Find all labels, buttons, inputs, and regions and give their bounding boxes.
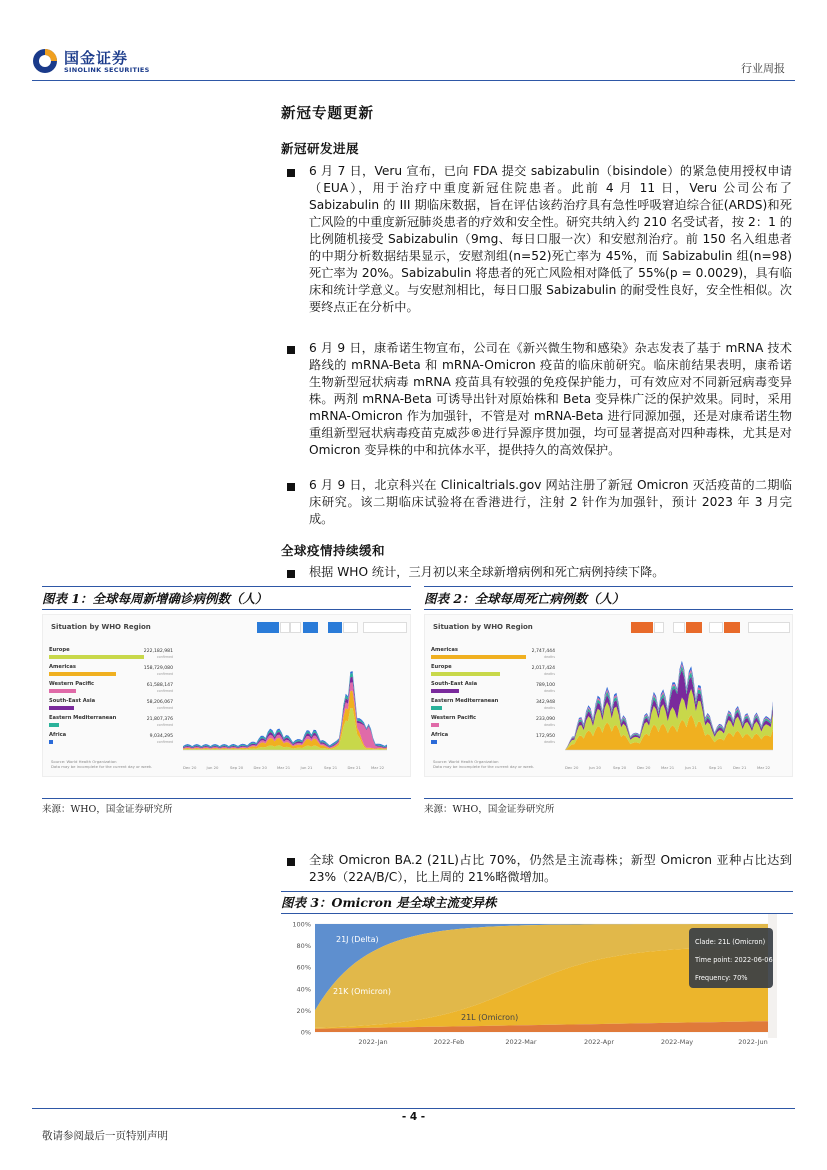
region-value-unit: deaths <box>544 740 555 744</box>
chart-type-toggle[interactable] <box>654 622 664 633</box>
region-name: Western Pacific <box>49 681 95 687</box>
page-number: - 4 - <box>401 1111 426 1123</box>
cases-toggle[interactable] <box>709 622 723 633</box>
paragraph-sinovac: 6 月 9 日，北京科兴在 Clinicaltrials.gov 网站注册了新冠 Omicron 灭活疫苗的二期临床研究。该二期临床试验将在香港进行，注射 2 针作为加强针，预计 2023 年 3 月完成。 <box>309 478 792 526</box>
who-cases-chart <box>42 614 411 777</box>
cases-toggle[interactable] <box>328 622 342 633</box>
region-name: Americas <box>49 664 76 670</box>
chart-type-toggle[interactable] <box>280 622 290 633</box>
fig3-top-rule <box>281 891 793 892</box>
region-value: 158,729,080 <box>143 666 173 671</box>
footer-divider <box>32 1108 795 1109</box>
region-value-unit: confirmed <box>156 672 173 676</box>
section-title: 新冠专题更新 <box>281 105 374 122</box>
source-rule <box>42 798 411 799</box>
x-tick-label: Jun 21 <box>300 765 313 770</box>
x-tick-label: Dec 21 <box>733 765 747 770</box>
figure-2-source: 来源：WHO，国金证券研究所 <box>424 804 555 815</box>
y-tick-label: 100% <box>292 920 311 929</box>
region-bar <box>49 655 144 659</box>
region-name: Europe <box>49 647 70 653</box>
weekly-toggle[interactable] <box>686 622 702 633</box>
x-tick-label: Jun 21 <box>685 765 697 770</box>
x-tick-label: Dec 20 <box>637 765 651 770</box>
region-value-unit: deaths <box>544 723 555 727</box>
weekly-toggle[interactable] <box>303 622 318 633</box>
x-tick-label: Dec 20 <box>565 765 579 770</box>
bullet-icon <box>287 858 295 866</box>
cases-stacked-area <box>183 645 401 760</box>
region-value-unit: confirmed <box>156 723 173 727</box>
region-bar <box>431 723 439 727</box>
region-name: Eastern Mediterranean <box>431 698 499 704</box>
sinolink-logo-icon <box>32 48 58 74</box>
x-tick-label: Dec 20 <box>183 765 197 770</box>
region-value-unit: confirmed <box>156 689 173 693</box>
region-bar <box>49 689 76 693</box>
region-value: 9,034,295 <box>149 734 173 739</box>
region-value-unit: deaths <box>544 706 555 710</box>
region-name: Africa <box>49 732 67 738</box>
fig1-top-rule <box>42 586 411 587</box>
paragraph-veru: 6 月 7 日，Veru 宣布，已向 FDA 提交 sabizabulin（bisindole）的紧急使用授权申请（EUA），用于治疗中重度新冠住院患者。此前 4 月 11 日，Veru 公司公布了 Sabizabulin 的 III 期临床数据，旨在评估该药治疗具有急性呼吸窘迫综合征(ARDS)和死亡风险的中重度新冠肺炎患者的疗效和安全性。研究共纳入约 210 名受试者，按 2：1 的比例随机接受 Sabizabulin（9mg、每日口服一次）和安慰剂治疗。前 150 名入组患者的中期分析数据结果显示，安慰剂组(n=52)死亡率为 45%，而 Sabizabulin 组(n=98)死亡率为 20%。Sabizabulin 将患者的死亡风险相对降低了 55%(p = 0.0029)，具有临床和统计学意义。与安慰剂相比，每日口服 Sabizabulin 的耐受性良好，安全性相似。次要终点正在分析中。 <box>309 164 792 314</box>
region-value: 2,747,444 <box>531 649 555 654</box>
region-name: Western Pacific <box>431 715 477 721</box>
x-tick-label: Jun 20 <box>589 765 601 770</box>
paragraph-who: 根据 WHO 统计，三月初以来全球新增病例和死亡病例持续下降。 <box>309 565 665 579</box>
region-bar <box>431 672 500 676</box>
region-value-unit: confirmed <box>156 740 173 744</box>
paragraph-omicron: 全球 Omicron BA.2 (21L)占比 70%，仍然是主流毒株；新型 Omicron 亚种占比达到 23%（22A/B/C），比上周的 21%略微增加。 <box>309 853 792 884</box>
subsection-title-epidemic: 全球疫情持续缓和 <box>281 543 386 558</box>
tooltip <box>689 928 773 988</box>
x-tick-label: 2022-May <box>660 1038 694 1046</box>
region-name: South-East Asia <box>431 681 478 687</box>
paragraph-cansino: 6 月 9 日，康希诺生物宣布，公司在《新兴微生物和感染》杂志发表了基于 mRNA 技术路线的 mRNA-Beta 和 mRNA-Omicron 疫苗的临床前研究。临床前结果表明，康希诺生物新型冠状病毒 mRNA 疫苗具有较强的免疫保护能力，可有效应对不同新冠病毒变异株。两剂 mRNA-Beta 可诱导出针对原始株和 Beta 变异株广泛的保护效果。同时，采用 mRNA-Omicron 作为加强针，不管是对 mRNA-Beta 进行同源加强，还是对康希诺生物重组新型冠状病毒疫苗克威莎®进行异源序贯加强，均可显著提高对四种毒株，尤其是对 Omicron 变异株的中和抗体水平，提供持久的高效保护。 <box>309 341 792 457</box>
logo-text-cn: 国金证券 <box>64 49 129 67</box>
y-tick-label: 20% <box>296 1006 311 1015</box>
disclaimer-note: 敬请参阅最后一页特别声明 <box>42 1130 168 1142</box>
y-tick-label: 0% <box>300 1028 311 1037</box>
chart-title: Situation by WHO Region <box>433 623 533 631</box>
figure-1-caption: 图表 1：全球每周新增确诊病例数（人） <box>42 589 411 610</box>
region-value: 789,100 <box>536 683 555 688</box>
region-bar <box>49 672 116 676</box>
source-rule <box>424 798 793 799</box>
deaths-stacked-area <box>565 645 787 760</box>
x-tick-label: Sep 20 <box>230 765 244 770</box>
region-bar <box>431 706 442 710</box>
region-name: Americas <box>431 647 458 653</box>
region-value: 222,182,981 <box>143 649 173 654</box>
daily-toggle[interactable] <box>290 622 301 633</box>
x-tick-label: Sep 21 <box>709 765 723 770</box>
count-select[interactable] <box>748 622 790 633</box>
region-name: Africa <box>431 732 449 738</box>
x-tick-label: 2022-Jan <box>358 1038 388 1046</box>
chart-footnote-data: Data may be incomplete for the current day or week. <box>51 764 153 769</box>
y-tick-label: 80% <box>296 942 311 951</box>
label-21l-omicron: 21L (Omicron) <box>461 1013 519 1022</box>
region-value: 172,950 <box>536 734 555 739</box>
x-tick-label: Mar 22 <box>371 765 385 770</box>
deaths-toggle[interactable] <box>724 622 740 633</box>
chart-footnote-source: Source: World Health Organization <box>51 759 117 764</box>
chart-footnote-data: Data may be incomplete for the current day or week. <box>433 764 535 769</box>
region-bar <box>431 655 526 659</box>
x-tick-label: Dec 20 <box>253 765 267 770</box>
deaths-toggle[interactable] <box>343 622 358 633</box>
chart-title: Situation by WHO Region <box>51 623 151 631</box>
x-tick-label: Mar 21 <box>661 765 675 770</box>
label-21k-omicron: 21K (Omicron) <box>333 987 391 996</box>
region-value-unit: deaths <box>544 672 555 676</box>
region-value-unit: deaths <box>544 689 555 693</box>
report-type-label: 行业周报 <box>741 62 785 75</box>
y-tick-label: 60% <box>296 963 311 972</box>
chart-type-toggle[interactable] <box>631 622 653 633</box>
count-select[interactable] <box>363 622 407 633</box>
tooltip-time: Time point: 2022-06-06 <box>695 956 773 964</box>
chart-footnote-source: Source: World Health Organization <box>433 759 499 764</box>
region-bar <box>49 740 53 744</box>
figure-2-caption: 图表 2：全球每周死亡病例数（人） <box>424 589 793 610</box>
region-value: 342,948 <box>536 700 555 705</box>
x-tick-label: 2022-Apr <box>584 1038 614 1046</box>
x-tick-label: Sep 21 <box>324 765 338 770</box>
region-value: 61,588,147 <box>146 683 173 688</box>
x-tick-label: Mar 21 <box>277 765 291 770</box>
x-tick-label: Mar 22 <box>757 765 771 770</box>
region-value: 233,090 <box>536 717 555 722</box>
region-bar <box>49 706 74 710</box>
region-value-unit: confirmed <box>156 706 173 710</box>
chart-type-toggle[interactable] <box>257 622 279 633</box>
variant-frequency-chart <box>281 914 793 1048</box>
daily-toggle[interactable] <box>673 622 685 633</box>
bullet-icon <box>287 570 295 578</box>
y-tick-label: 40% <box>296 985 311 994</box>
tooltip-frequency: Frequency: 70% <box>695 974 748 982</box>
region-value: 58,206,067 <box>146 700 173 705</box>
figure-3-caption: 图表 3：Omicron 是全球主流变异株 <box>281 893 793 914</box>
region-value: 21,807,376 <box>146 717 173 722</box>
region-bar <box>431 740 437 744</box>
x-tick-label: Sep 20 <box>613 765 627 770</box>
label-21j-delta: 21J (Delta) <box>336 935 379 944</box>
region-bar <box>49 723 59 727</box>
region-value-unit: deaths <box>544 655 555 659</box>
region-bar <box>431 689 459 693</box>
subsection-title-rd: 新冠研发进展 <box>281 141 360 156</box>
x-tick-label: Jun 20 <box>206 765 219 770</box>
region-value-unit: confirmed <box>156 655 173 659</box>
x-tick-label: 2022-Jun <box>738 1038 768 1046</box>
region-name: South-East Asia <box>49 698 96 704</box>
who-deaths-chart <box>424 614 793 777</box>
x-tick-label: 2022-Feb <box>433 1038 465 1046</box>
tooltip-clade: Clade: 21L (Omicron) <box>695 938 766 946</box>
header-divider <box>32 80 795 81</box>
bullet-icon <box>287 169 295 177</box>
figure-1-source: 来源：WHO，国金证券研究所 <box>42 804 173 815</box>
region-name: Eastern Mediterranean <box>49 715 117 721</box>
bullet-icon <box>287 346 295 354</box>
x-tick-label: 2022-Mar <box>505 1038 537 1046</box>
region-name: Europe <box>431 664 452 670</box>
fig2-top-rule <box>424 586 793 587</box>
region-value: 2,017,424 <box>531 666 555 671</box>
x-tick-label: Dec 21 <box>347 765 361 770</box>
logo-text-en: SINOLINK SECURITIES <box>64 66 150 74</box>
bullet-icon <box>287 483 295 491</box>
